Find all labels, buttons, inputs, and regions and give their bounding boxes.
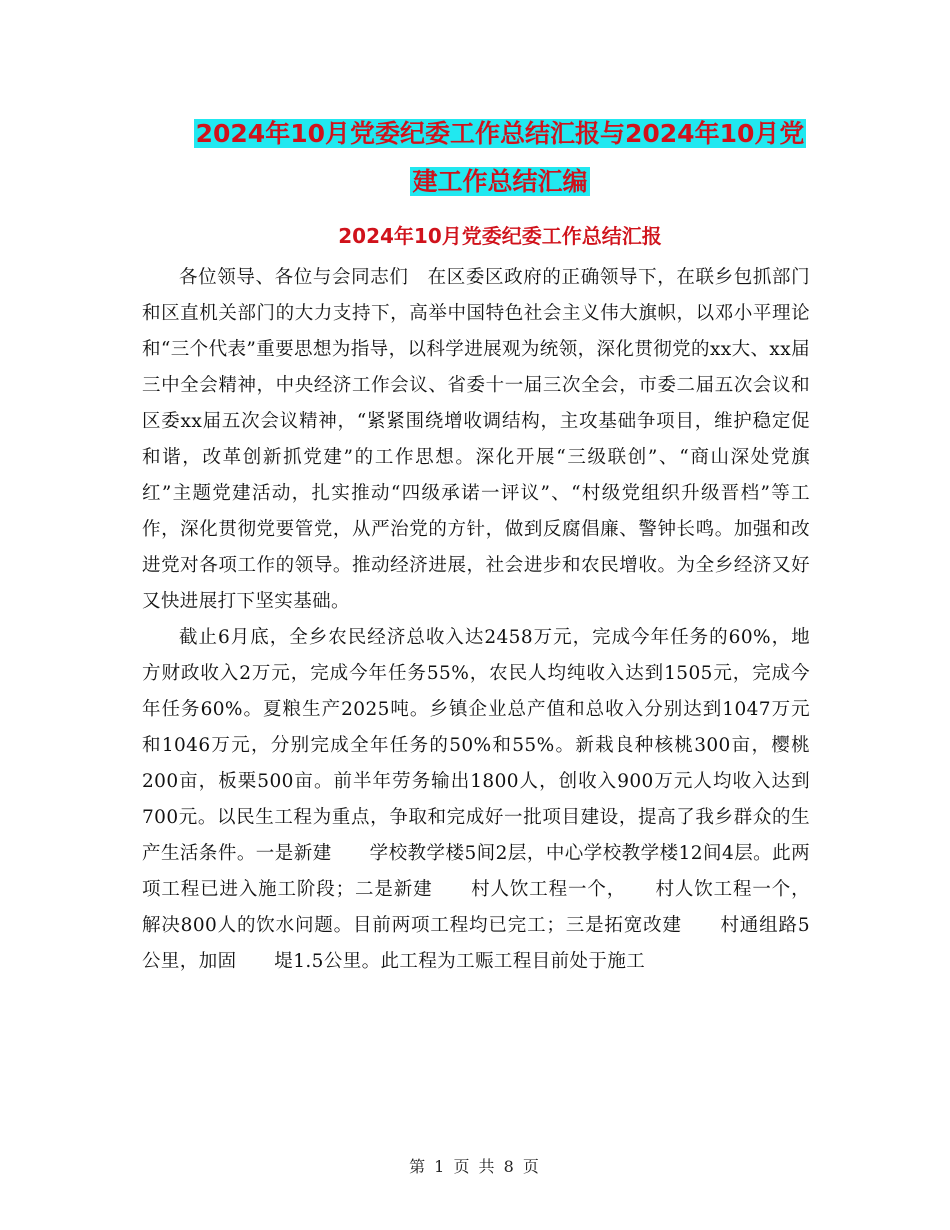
document-title-line1: 2024年10月党委纪委工作总结汇报与2024年10月党 [195, 119, 805, 148]
document-title-line2: 建工作总结汇编 [412, 167, 588, 196]
paragraph-2: 截止6月底，全乡农民经济总收入达2458万元，完成今年任务的60%，地方财政收入2万元，完成今年任务55%，农民人均纯收入达到1505元，完成今年任务60%。夏粮生产2025吨。乡镇企业总产值和总收入分别达到1047万元和1046万元，分别完成全年任务的50%和55%。新栽良种核桃300亩，樱桃200亩，板栗500亩。前半年劳务输出1800人，创收入900万元人均收入达到700元。以民生工程为重点，争取和完成好一批项目建设，提高了我乡群众的生产生活条件。一是新建 学校教学楼5间2层，中心学校教学楼12间4层。此两项工程已进入施工阶段；二是新建 村人饮工程一个， 村人饮工程一个，解决800人的饮水问题。目前两项工程均已完工；三是拓宽改建 村通组路5公里，加固 堤1.5公里。此工程为工赈工程目前处于施工 [142, 627, 810, 972]
section-title: 2024年10月党委纪委工作总结汇报 [338, 224, 662, 248]
document-title [140, 110, 860, 206]
page-number-footer: 第 1 页 共 8 页 [409, 1157, 541, 1176]
document-body [142, 260, 810, 980]
paragraph-1: 各位领导、各位与会同志们 在区委区政府的正确领导下，在联乡包抓部门和区直机关部门的大力支持下，高举中国特色社会主义伟大旗帜，以邓小平理论和“三个代表”重要思想为指导，以科学进展观为统领，深化贯彻党的xx大、xx届三中全会精神，中央经济工作会议、省委十一届三次全会，市委二届五次会议和区委xx届五次会议精神，“紧紧围绕增收调结构，主攻基础争项目，维护稳定促和谐，改革创新抓党建”的工作思想。深化开展“三级联创”、“商山深处党旗红”主题党建活动，扎实推动“四级承诺一评议”、“村级党组织升级晋档”等工作，深化贯彻党要管党，从严治党的方针，做到反腐倡廉、警钟长鸣。加强和改进党对各项工作的领导。推动经济进展，社会进步和农民增收。为全乡经济又好又快进展打下坚实基础。 [142, 267, 810, 612]
